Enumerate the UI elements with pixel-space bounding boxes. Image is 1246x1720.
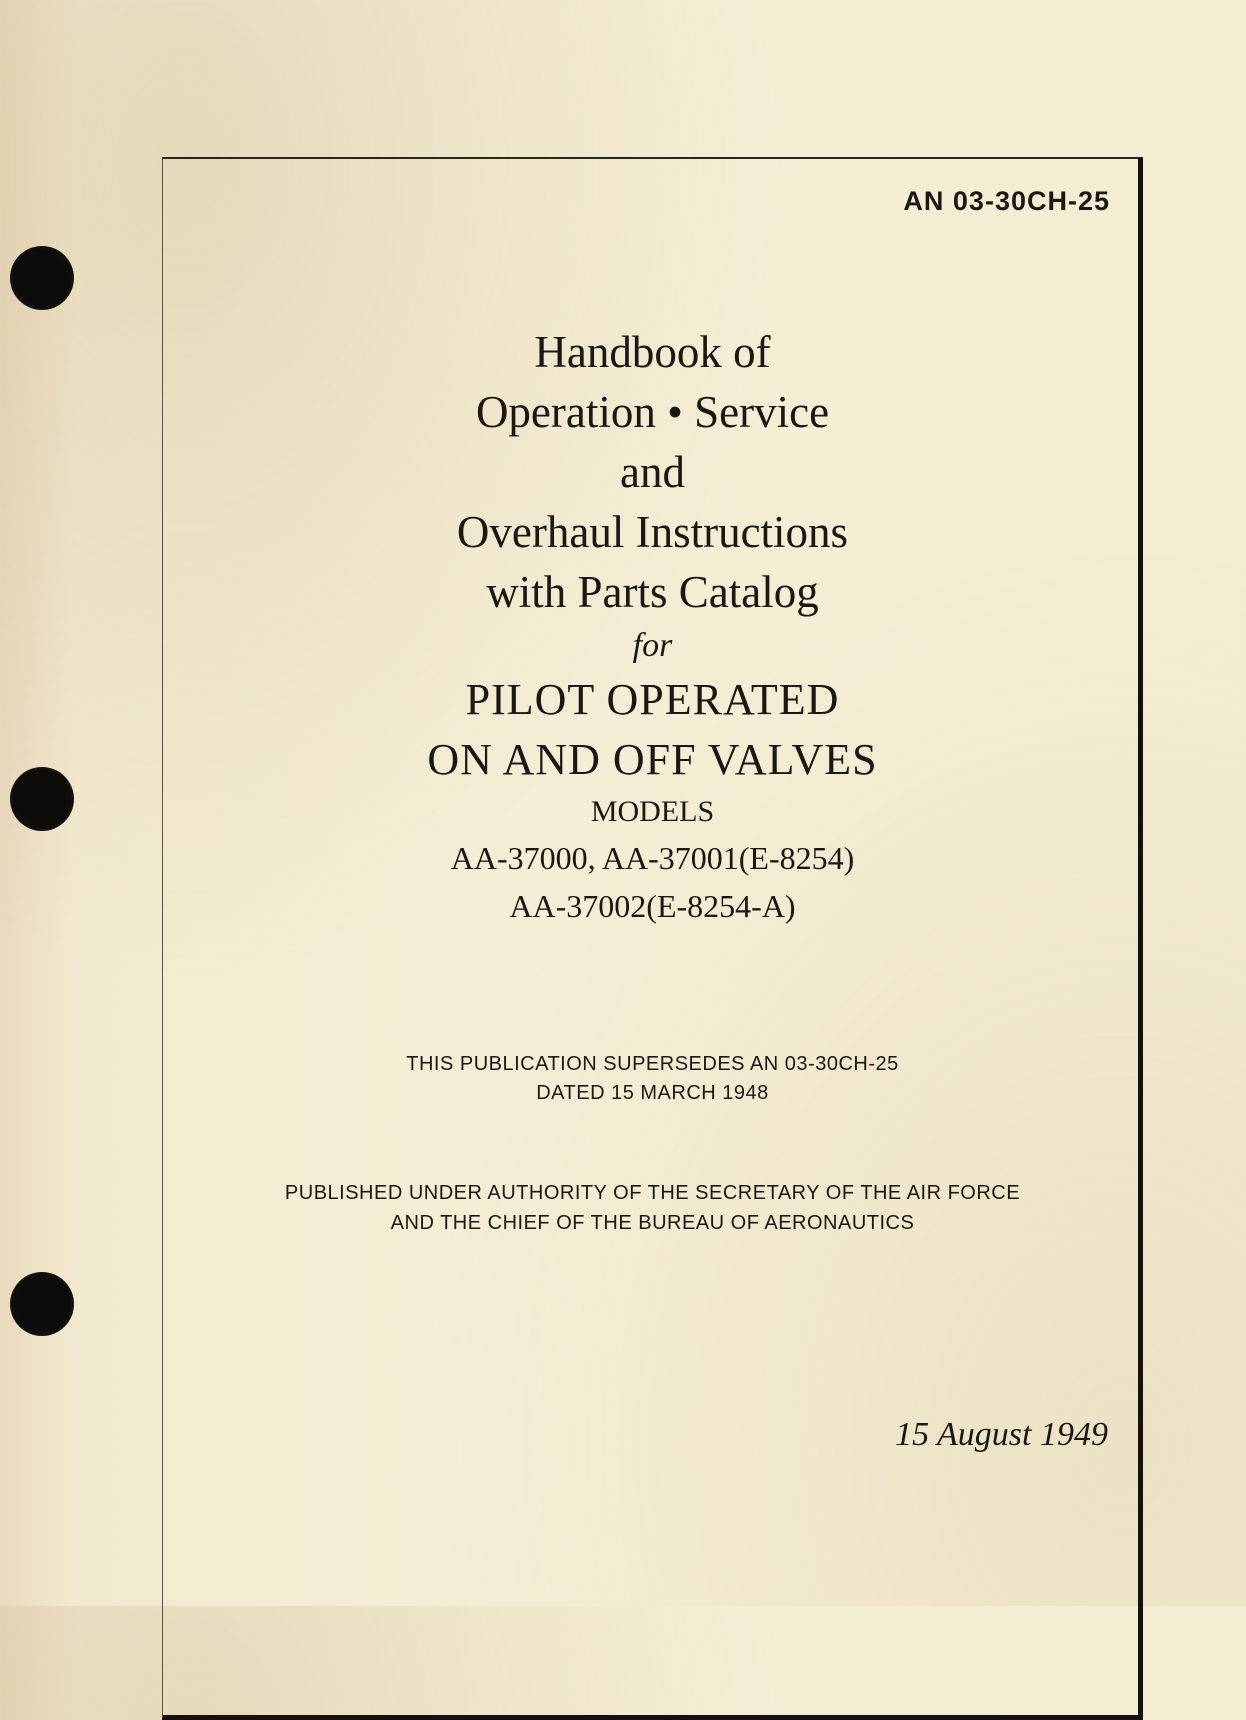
authority-notice: [162, 1178, 1143, 1238]
supersedes-line: THIS PUBLICATION SUPERSEDES AN 03-30CH-25: [406, 1053, 899, 1075]
title-line: Overhaul Instructions: [456, 507, 849, 557]
supersedes-notice: [162, 1050, 1143, 1108]
punch-hole: [10, 767, 74, 831]
title-line: with Parts Catalog: [486, 567, 819, 617]
supersedes-line: DATED 15 MARCH 1948: [536, 1082, 769, 1104]
title-line: Operation • Service: [475, 387, 830, 437]
models-line: AA-37000, AA-37001(E-8254): [450, 840, 855, 876]
publication-number: AN 03-30CH-25: [903, 186, 1110, 216]
models-label: MODELS: [590, 795, 715, 828]
punch-hole: [10, 1272, 74, 1336]
title-for: for: [632, 627, 673, 664]
title-block: [162, 322, 1143, 930]
authority-line: PUBLISHED UNDER AUTHORITY OF THE SECRETARY OF THE AIR FORCE: [284, 1182, 1021, 1204]
publication-date: 15 August 1949: [895, 1416, 1108, 1453]
authority-line: AND THE CHIEF OF THE BUREAU OF AERONAUTICS: [390, 1212, 915, 1234]
subject-line: PILOT OPERATED: [465, 675, 840, 724]
title-line: and: [620, 447, 685, 497]
subject-line: ON AND OFF VALVES: [427, 735, 878, 784]
punch-hole: [10, 246, 74, 310]
title-line: Handbook of: [534, 327, 771, 377]
models-line: AA-37002(E-8254-A): [509, 888, 796, 924]
